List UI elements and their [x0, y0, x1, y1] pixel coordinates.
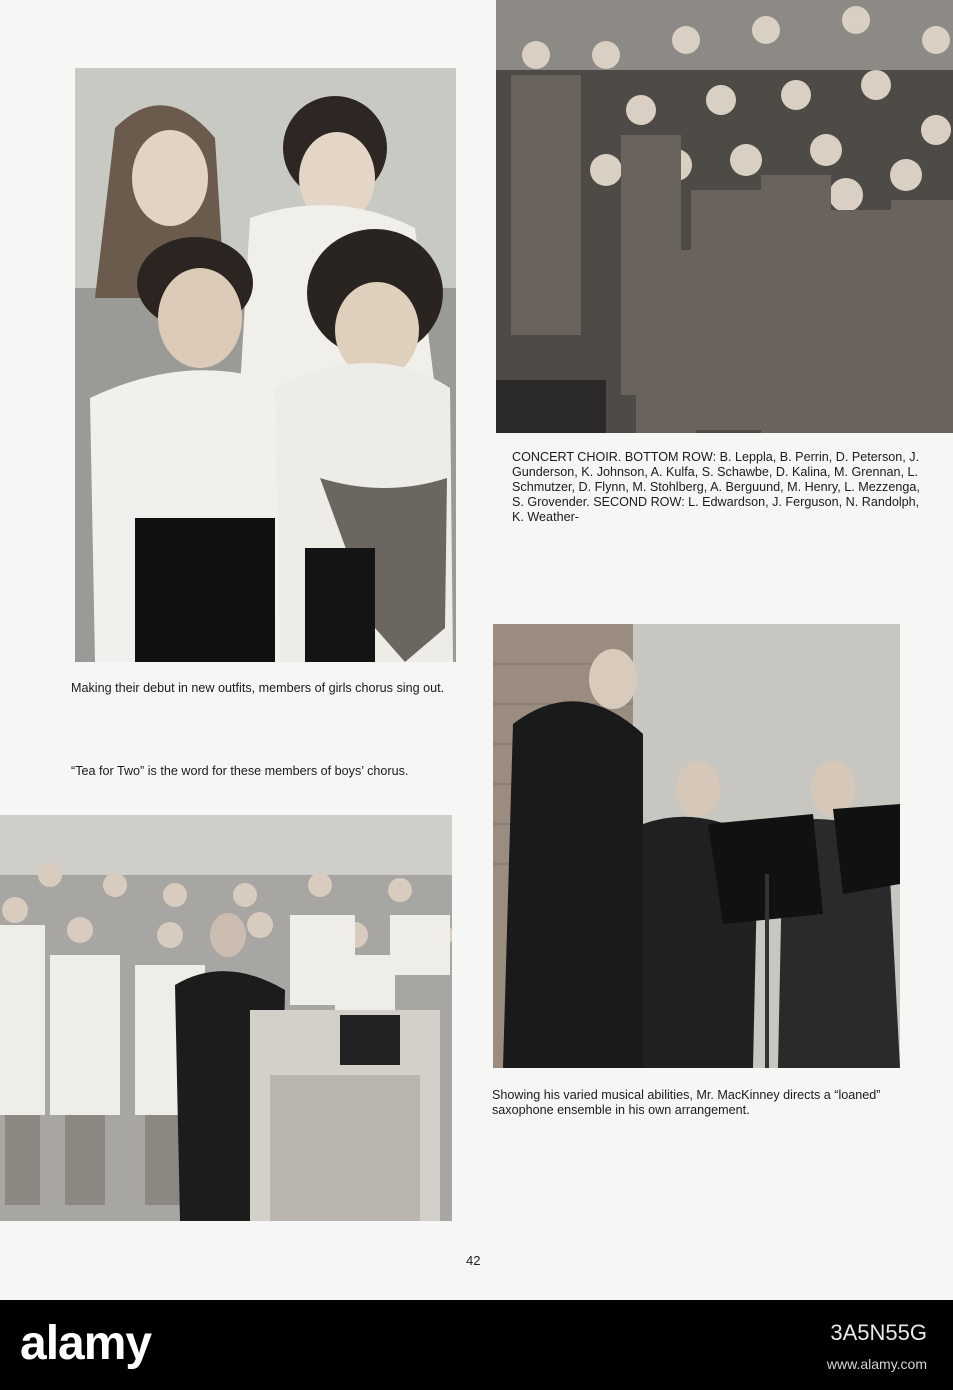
- concert-choir-caption: CONCERT CHOIR. BOTTOM ROW: B. Leppla, B. Perrin, D. Peterson, J. Gunderson, K. Johnson, A. Kulfa, S. Schawbe, D. Kalina, M. Grennan, L. Schmutzer, D. Flynn, M. Stohlberg, A. Berguund, M. Henry, L. Mezzenga, S. Grovender. SECOND ROW: L. Edwardson, J. Ferguson, N. Randolph, K. Weather-: [512, 450, 920, 524]
- page-number: 42: [466, 1253, 481, 1268]
- watermark-footer: [0, 1300, 953, 1390]
- girls-chorus-caption: Making their debut in new outfits, members of girls chorus sing out.: [71, 681, 445, 695]
- image-id: 3A5N55G: [830, 1320, 927, 1345]
- boys-chorus-caption: “Tea for Two” is the word for these members of boys’ chorus.: [71, 764, 409, 778]
- site-url: www.alamy.com: [826, 1356, 927, 1372]
- brand-logo: alamy: [20, 1317, 152, 1370]
- boys-chorus-photo: [0, 815, 452, 1221]
- girls-chorus-photo: [75, 68, 456, 662]
- saxophone-caption: Showing his varied musical abilities, Mr. MacKinney directs a “loaned” saxophone ensemble in his own arrangement.: [492, 1088, 881, 1117]
- concert-choir-photo: [496, 0, 953, 433]
- saxophone-ensemble-photo: [493, 624, 900, 1068]
